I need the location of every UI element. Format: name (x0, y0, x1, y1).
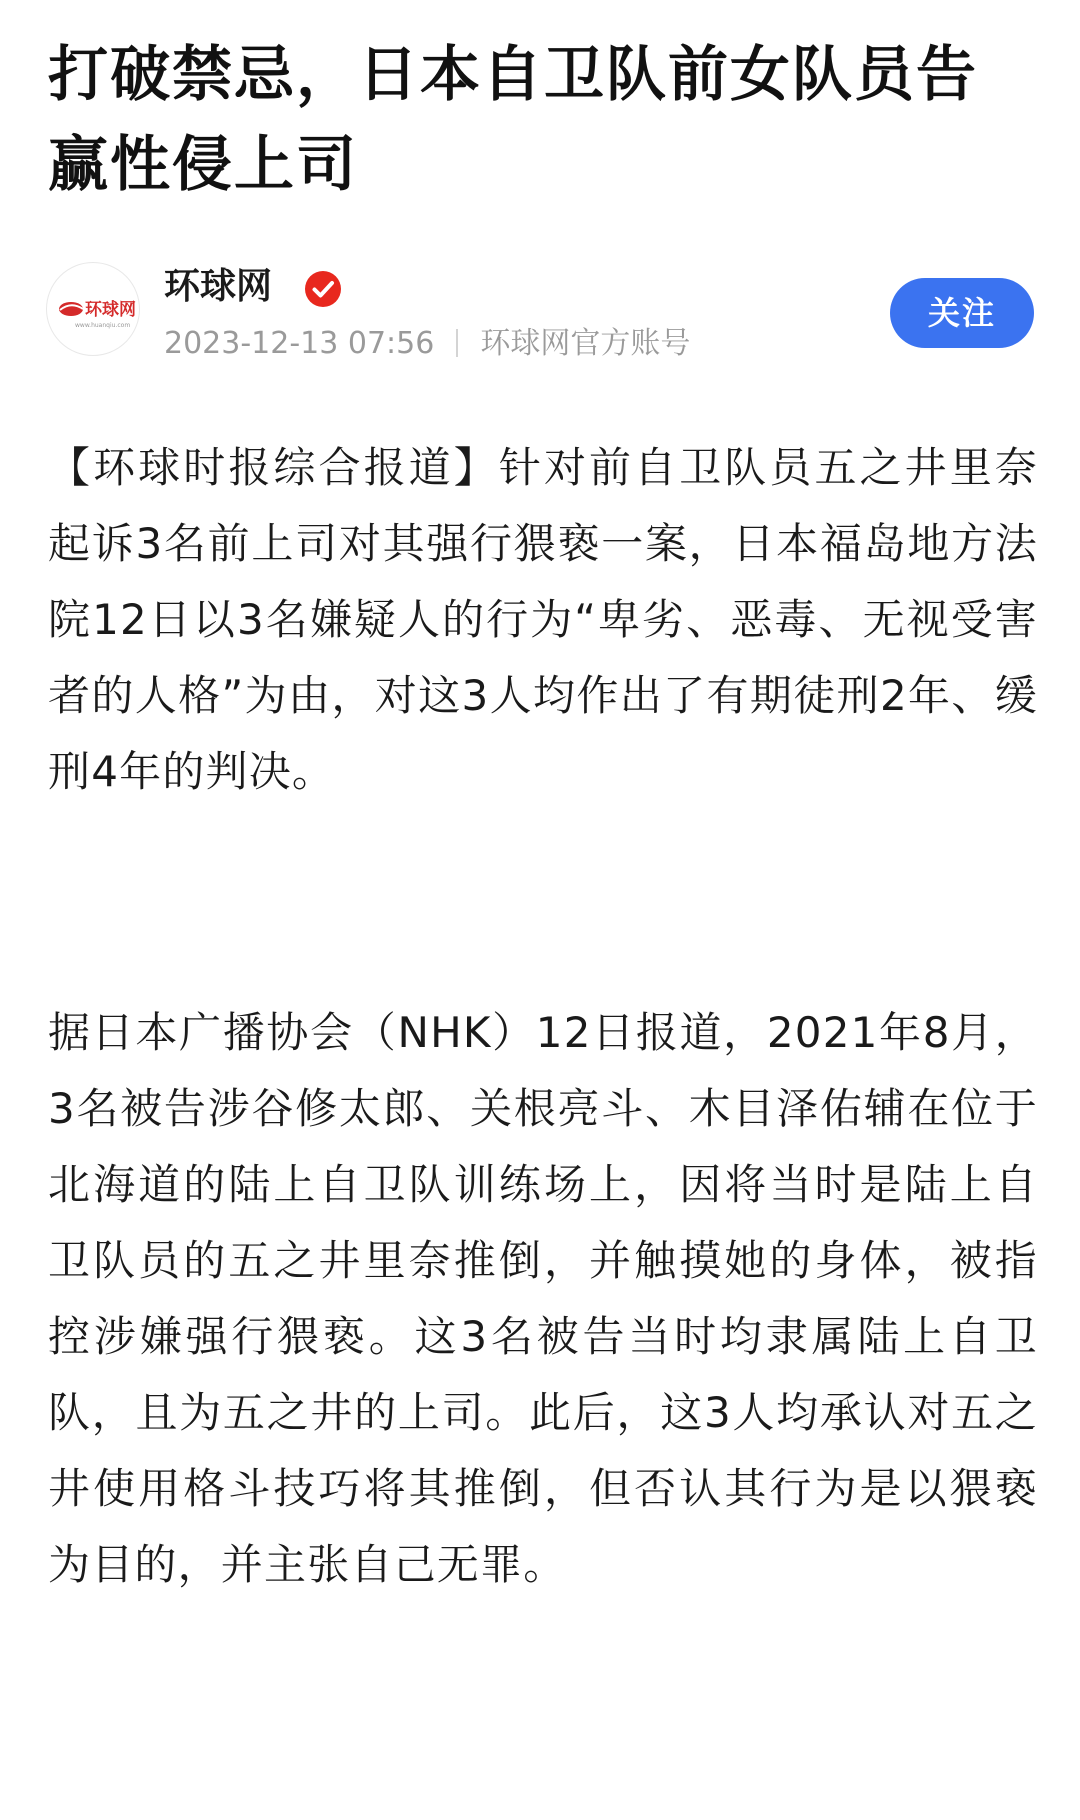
article-title: 打破禁忌，日本自卫队前女队员告赢性侵上司 (48, 40, 978, 200)
verified-badge-icon (304, 270, 342, 308)
account-type: 环球网官方账号 (480, 326, 691, 361)
avatar-logo-text: 环球网 (85, 300, 136, 320)
article-paragraph-2: 据日本广播协会（NHK）12日报道，2021年8月，3名被告涉谷修太郎、关根亮斗、木目泽佑辅在位于北海道的陆上自卫队训练场上，因将当时是陆上自卫队员的五之井里奈推倒，并触摸她的身体，被指控涉嫌强行猥亵。这3名被告当时均隶属陆上自卫队，且为五之井的上司。此后，这3人均承认对五之井使用格斗技巧将其推倒，但否认其行为是以猥亵为目的，并主张自己无罪。 (48, 1008, 1038, 1589)
source-header (46, 262, 1036, 362)
huanqiu-logo-icon (47, 263, 140, 356)
article-paragraph-1: 【环球时报综合报道】针对前自卫队员五之井里奈起诉3名前上司对其强行猥亵一案，日本福岛地方法院12日以3名嫌疑人的行为“卑劣、恶毒、无视受害者的人格”为由，对这3人均作出了有期徒刑2年、缓刑4年的判决。 (48, 443, 1038, 796)
source-name[interactable]: 环球网 (164, 266, 273, 307)
avatar-logo-subtext: www.huanqiu.com (75, 322, 131, 329)
source-avatar[interactable] (46, 262, 140, 356)
source-meta (164, 324, 690, 364)
follow-button[interactable]: 关注 (890, 278, 1034, 348)
publish-timestamp: 2023-12-13 07:56 (164, 326, 435, 361)
meta-divider (456, 329, 458, 357)
